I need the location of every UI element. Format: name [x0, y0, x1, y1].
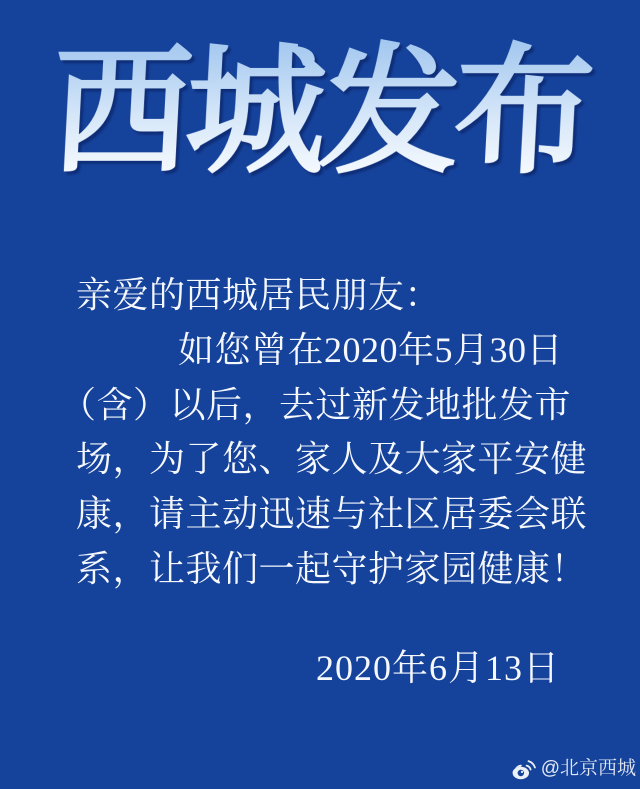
date-line: 2020年6月13日: [315, 648, 560, 688]
poster-title: 西城发布: [0, 32, 640, 192]
weibo-watermark: [511, 757, 636, 781]
weibo-handle: @北京西城: [540, 758, 636, 779]
text-line: 如您曾在2020年5月30日: [178, 329, 564, 370]
text-line: 场，为了您、家人及大家平安健: [76, 439, 588, 480]
text-line: （含）以后，去过新发地批发市: [60, 384, 572, 425]
text-line: 康，请主动迅速与社区居委会联: [76, 494, 588, 535]
salutation-line: 亲爱的西城居民朋友：: [76, 275, 442, 315]
text-line: 系，让我们一起守护家园健康！: [76, 548, 588, 589]
weibo-icon: [511, 757, 536, 781]
announcement-text: [0, 268, 640, 597]
